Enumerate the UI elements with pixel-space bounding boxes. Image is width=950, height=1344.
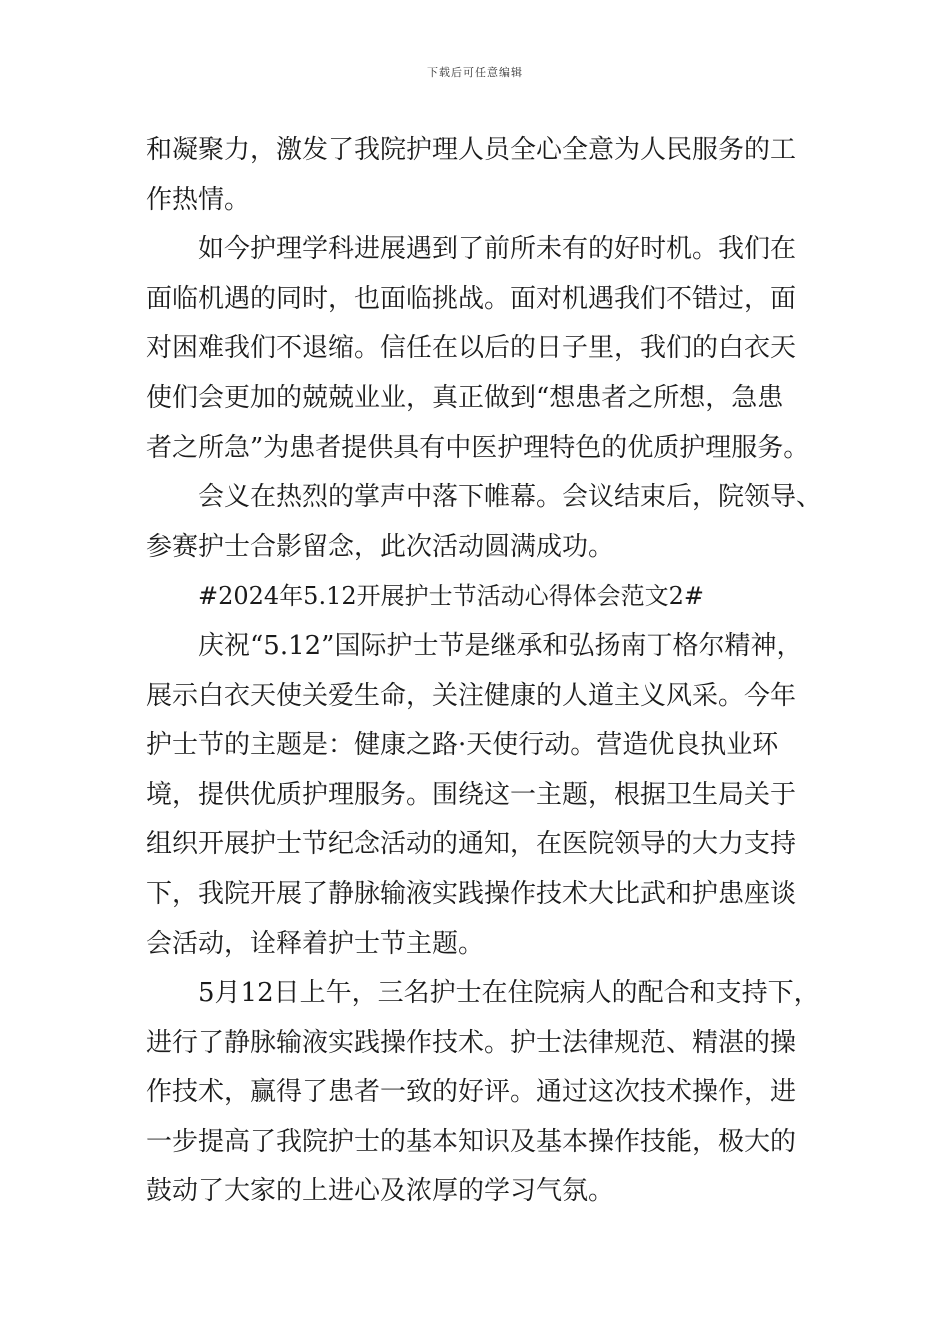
text-line: 如今护理学科进展遇到了前所未有的好时机。我们在 (198, 234, 797, 265)
text-line: 5月12日上午，三名护士在住院病人的配合和支持下， (198, 978, 820, 1009)
text-line: 面临机遇的同时，也面临挑战。面对机遇我们不错过，面 (146, 283, 797, 314)
text-line: 会义在热烈的掌声中落下帷幕。会议结束后，院领导、 (198, 482, 823, 513)
text-line: 对困难我们不退缩。信任在以后的日子里，我们的白衣天 (146, 333, 797, 364)
text-line: 庆祝“5.12”国际护士节是继承和弘扬南丁格尔精神， (198, 630, 803, 661)
text-line: 和凝聚力，激发了我院护理人员全心全意为人民服务的工 (146, 135, 797, 165)
text-line: 进行了静脉输液实践操作技术。护士法律规范、精湛的操 (146, 1027, 797, 1058)
section-heading: #2024年5.12开展护士节活动心得体会范文2# (198, 582, 705, 611)
text-line: 鼓动了大家的上进心及浓厚的学习气氛。 (146, 1176, 615, 1207)
text-line: 护士节的主题是：健康之路·天使行动。营造优良执业环 (146, 730, 779, 761)
text-line: 作技术，赢得了患者一致的好评。通过这次技术操作，进 (146, 1077, 797, 1108)
text-line: 一步提高了我院护士的基本知识及基本操作技能，极大的 (146, 1126, 797, 1157)
text-line: 下，我院开展了静脉输液实践操作技术大比武和护患座谈 (146, 878, 797, 909)
text-line: 展示白衣天使关爱生命，关注健康的人道主义风采。今年 (146, 680, 797, 711)
page-header-note: 下载后可任意编辑 (427, 66, 523, 79)
text-line: 组织开展护士节纪念活动的通知，在医院领导的大力支持 (146, 829, 797, 860)
document-body (146, 126, 834, 1217)
text-line: 者之所急”为患者提供具有中医护理特色的优质护理服务。 (146, 432, 810, 463)
text-line: 会活动，诠释着护士节主题。 (146, 928, 485, 959)
text-line: 参赛护士合影留念，此次活动圆满成功。 (146, 531, 615, 562)
text-line: 使们会更加的兢兢业业，真正做到“想患者之所想，急患 (146, 382, 784, 413)
text-line: 境，提供优质护理服务。围绕这一主题，根据卫生局关于 (146, 779, 797, 810)
text-line: 作热情。 (146, 184, 251, 215)
